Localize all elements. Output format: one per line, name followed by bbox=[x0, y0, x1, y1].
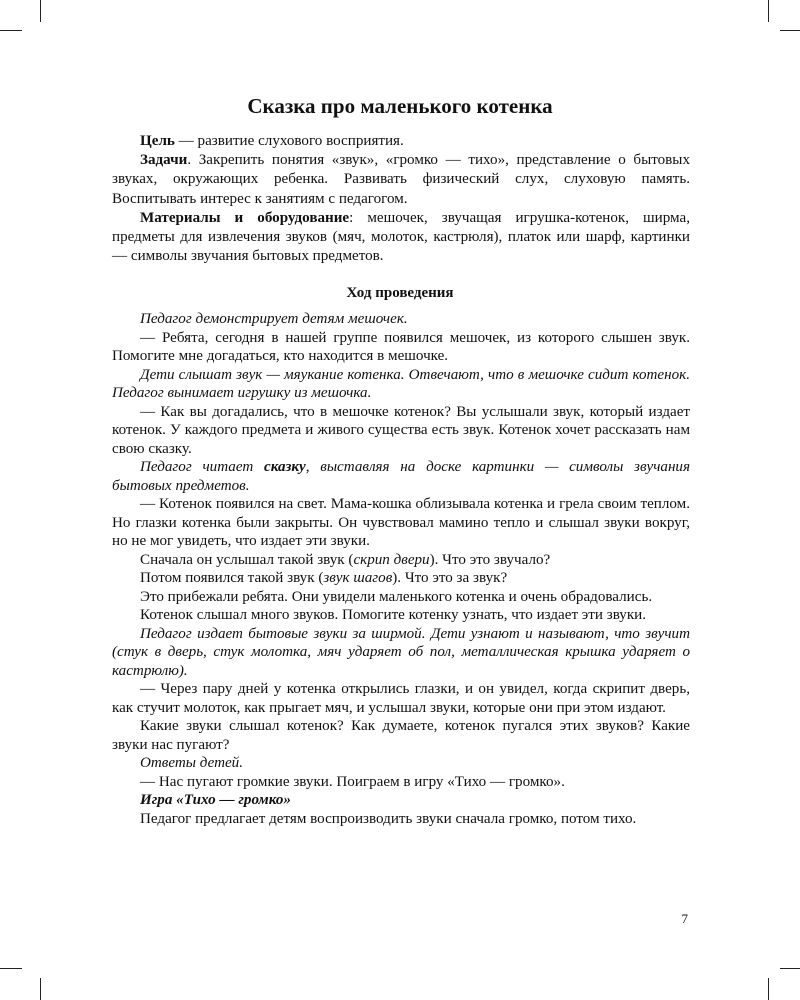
paragraph-5 bbox=[112, 458, 690, 495]
crop-mark-top-right bbox=[768, 0, 769, 22]
paragraph-8-start: Потом появился такой звук ( bbox=[140, 570, 324, 586]
paragraph-5-end: , выставляя на доске картинки — символы звучания бытовых предметов. bbox=[112, 459, 690, 494]
tasks-paragraph bbox=[112, 151, 690, 209]
materials-paragraph bbox=[112, 209, 690, 267]
paragraph-9: Это прибежали ребята. Они увидели маленького котенка и очень обрадовались. bbox=[140, 588, 653, 605]
paragraph-15: — Нас пугают громкие звуки. Поиграем в игру «Тихо — громко». bbox=[140, 773, 565, 790]
crop-mark-bottom-right-horizontal bbox=[780, 968, 800, 969]
paragraph-7 bbox=[112, 551, 690, 570]
paragraph-8-end: ). Что это за звук? bbox=[392, 570, 508, 586]
crop-mark-top-left bbox=[40, 0, 41, 22]
paragraph-12: — Через пару дней у котенка открылись глазки, и он увидел, когда скрипит дверь, как стучит молоток, как прыгает мяч, и услышал звуки, которые они при этом издают. bbox=[112, 681, 690, 716]
paragraph-6: — Котенок появился на свет. Мама-кошка облизывала котенка и грела своим теплом. Но глазки котенка были закрыты. Он чувствовал мамино тепло и слышал звуки вокруг, но не мог увидеть, что издает эти звуки. bbox=[112, 496, 690, 549]
goal-text: — развитие слухового восприятия. bbox=[174, 133, 404, 149]
intro-block bbox=[112, 132, 690, 266]
tasks-text: . Закрепить понятия «звук», «громко — тихо», представление о бытовых звуках, окружающих ребенка. Развивать физический слух, слуховую память. Воспитывать интерес к занятиям с педагогом. bbox=[112, 152, 690, 207]
game-title bbox=[112, 791, 690, 810]
paragraph-7-start: Сначала он услышал такой звук ( bbox=[140, 551, 354, 568]
paragraph-4: — Как вы догадались, что в мешочке котенок? Вы услышали звук, который издает котенок. У каждого предмета и живого существа есть звук. Котенок хочет рассказать нам свою сказку. bbox=[112, 403, 690, 457]
body-block bbox=[112, 310, 690, 830]
paragraph-5-emphasis: сказку bbox=[264, 459, 306, 475]
paragraph-17: Педагог предлагает детям воспроизводить звуки сначала громко, потом тихо. bbox=[140, 811, 637, 828]
paragraph-7-emphasis: скрип двери bbox=[353, 551, 430, 568]
crop-mark-top-left-horizontal bbox=[0, 30, 22, 31]
materials-text: : мешочек, звучащая игрушка-котенок, ширма, предметы для извлечения звуков (мяч, молоток, кастрюля), платок или шарф, картинки — символы звучания бытовых предметов. bbox=[112, 209, 690, 265]
materials-label: Материалы и оборудование bbox=[140, 209, 350, 226]
crop-mark-top-right-horizontal bbox=[780, 30, 800, 31]
page-title: Сказка про маленького котенка bbox=[247, 94, 553, 118]
paragraph-1: Педагог демонстрирует детям мешочек. bbox=[140, 311, 408, 327]
crop-mark-bottom-right bbox=[768, 978, 769, 1000]
paragraph-13: Какие звуки слышал котенок? Как думаете, котенок пугался этих звуков? Какие звуки нас пугают? bbox=[112, 718, 690, 753]
goal-paragraph bbox=[112, 132, 690, 151]
paragraph-10: Котенок слышал много звуков. Помогите котенку узнать, что издает эти звуки. bbox=[140, 607, 647, 623]
game-title-text: Игра «Тихо — громко» bbox=[140, 792, 291, 808]
paragraph-2: — Ребята, сегодня в нашей группе появился мешочек, из которого слышен звук. Помогите мне догадаться, кто находится в мешочке. bbox=[112, 329, 690, 364]
paragraph-14: Ответы детей. bbox=[140, 755, 243, 771]
section-heading: Ход проведения bbox=[346, 285, 454, 301]
paragraph-7-end: ). Что это звучало? bbox=[429, 551, 551, 568]
paragraph-3: Дети слышат звук — мяукание котенка. Отвечают, что в мешочке сидит котенок. Педагог вынимает игрушку из мешочка. bbox=[112, 366, 690, 401]
paragraph-5-start: Педагог читает bbox=[140, 459, 264, 475]
goal-label: Цель bbox=[140, 133, 175, 149]
paragraph-11: Педагог издает бытовые звуки за ширмой. Дети узнают и называют, что звучит (стук в дверь, стук молотка, мяч ударяет об пол, металлическая крышка ударяет о кастрюлю). bbox=[112, 625, 690, 679]
paragraph-8 bbox=[112, 569, 690, 588]
paragraph-8-emphasis: звук шагов bbox=[323, 570, 393, 586]
page-number: 7 bbox=[681, 911, 688, 926]
crop-mark-bottom-left-horizontal bbox=[0, 968, 22, 969]
tasks-label: Задачи bbox=[140, 152, 188, 169]
crop-mark-bottom-left bbox=[40, 978, 41, 1000]
